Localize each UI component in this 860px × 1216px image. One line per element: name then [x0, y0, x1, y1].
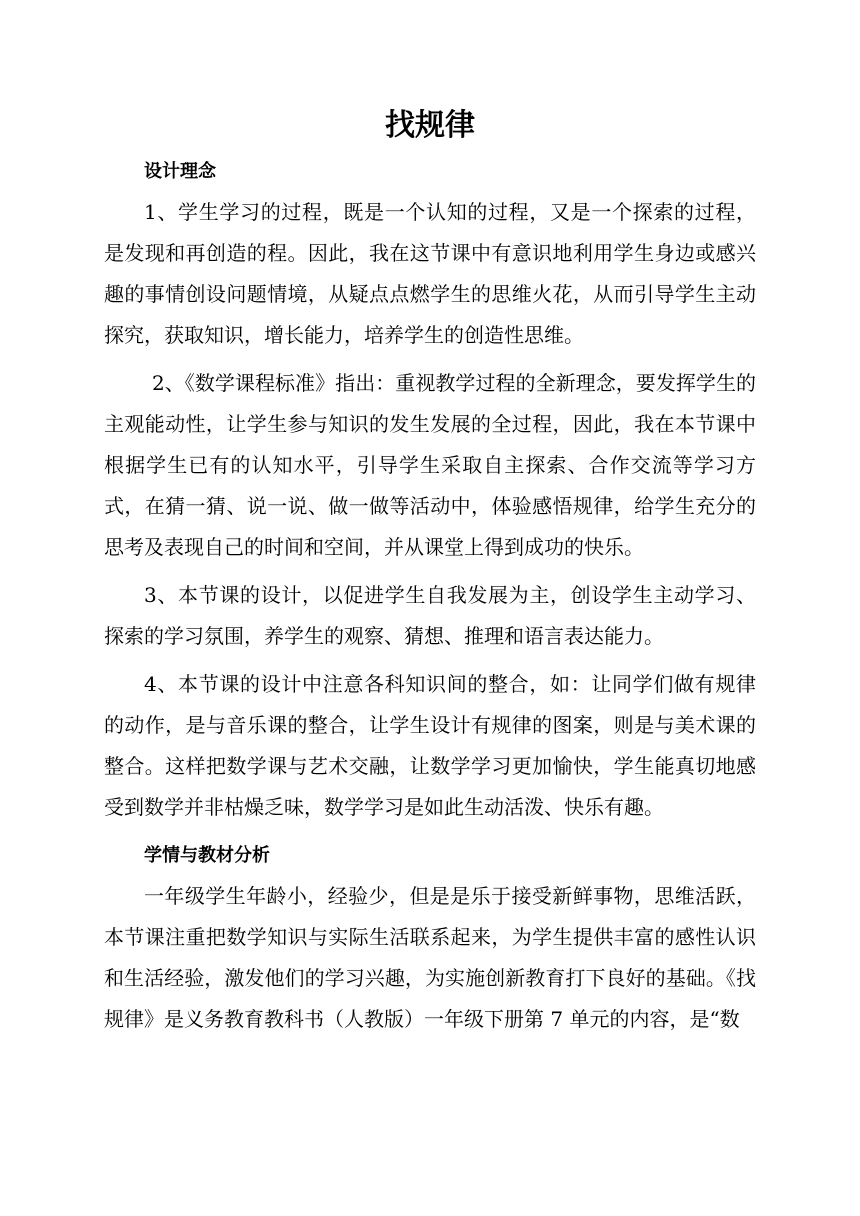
- paragraph-analysis-1: 一年级学生年龄小，经验少，但是是乐于接受新鲜事物，思维活跃，本节课注重把数学知识与实际生活联系起来，为学生提供丰富的感性认识和生活经验，激发他们的学习兴趣，为实施创新教育打下良好的基础。《找规律》是义务教育教科书（人教版）一年级下册第 7 单元的内容，是“数: [104, 884, 756, 1031]
- section-heading-design-concept: 设计理念: [144, 161, 216, 182]
- paragraph-concept-2: 2、《数学课程标准》指出：重视教学过程的全新理念，要发挥学生的主观能动性，让学生参与知识的发生发展的全过程，因此，我在本节课中根据学生已有的认知水平，引导学生采取自主探索、合作交流等学习方式，在猜一猜、说一说、做一做等活动中，体验感悟规律，给学生充分的思考及表现自己的时间和空间，并从课堂上得到成功的快乐。: [104, 371, 756, 559]
- paragraph-concept-1: 1、学生学习的过程，既是一个认知的过程，又是一个探索的过程，是发现和再创造的程。因此，我在这节课中有意识地利用学生身边或感兴趣的事情创设问题情境，从疑点点燃学生的思维火花，从而引导学生主动探究，获取知识，增长能力，培养学生的创造性思维。: [104, 200, 756, 347]
- section-heading-analysis: 学情与教材分析: [144, 845, 270, 866]
- paragraph-concept-4: 4、本节课的设计中注意各科知识间的整合，如：让同学们做有规律的动作，是与音乐课的整合，让学生设计有规律的图案，则是与美术课的整合。这样把数学课与艺术交融，让数学学习更加愉快，学生能真切地感受到数学并非枯燥乏味，数学学习是如此生动活泼、快乐有趣。: [104, 672, 756, 819]
- paragraph-concept-3: 3、本节课的设计，以促进学生自我发展为主，创设学生主动学习、探索的学习氛围，养学生的观察、猜想、推理和语言表达能力。: [104, 583, 756, 648]
- document-title: 找规律: [385, 108, 475, 143]
- document-body: [104, 151, 756, 1040]
